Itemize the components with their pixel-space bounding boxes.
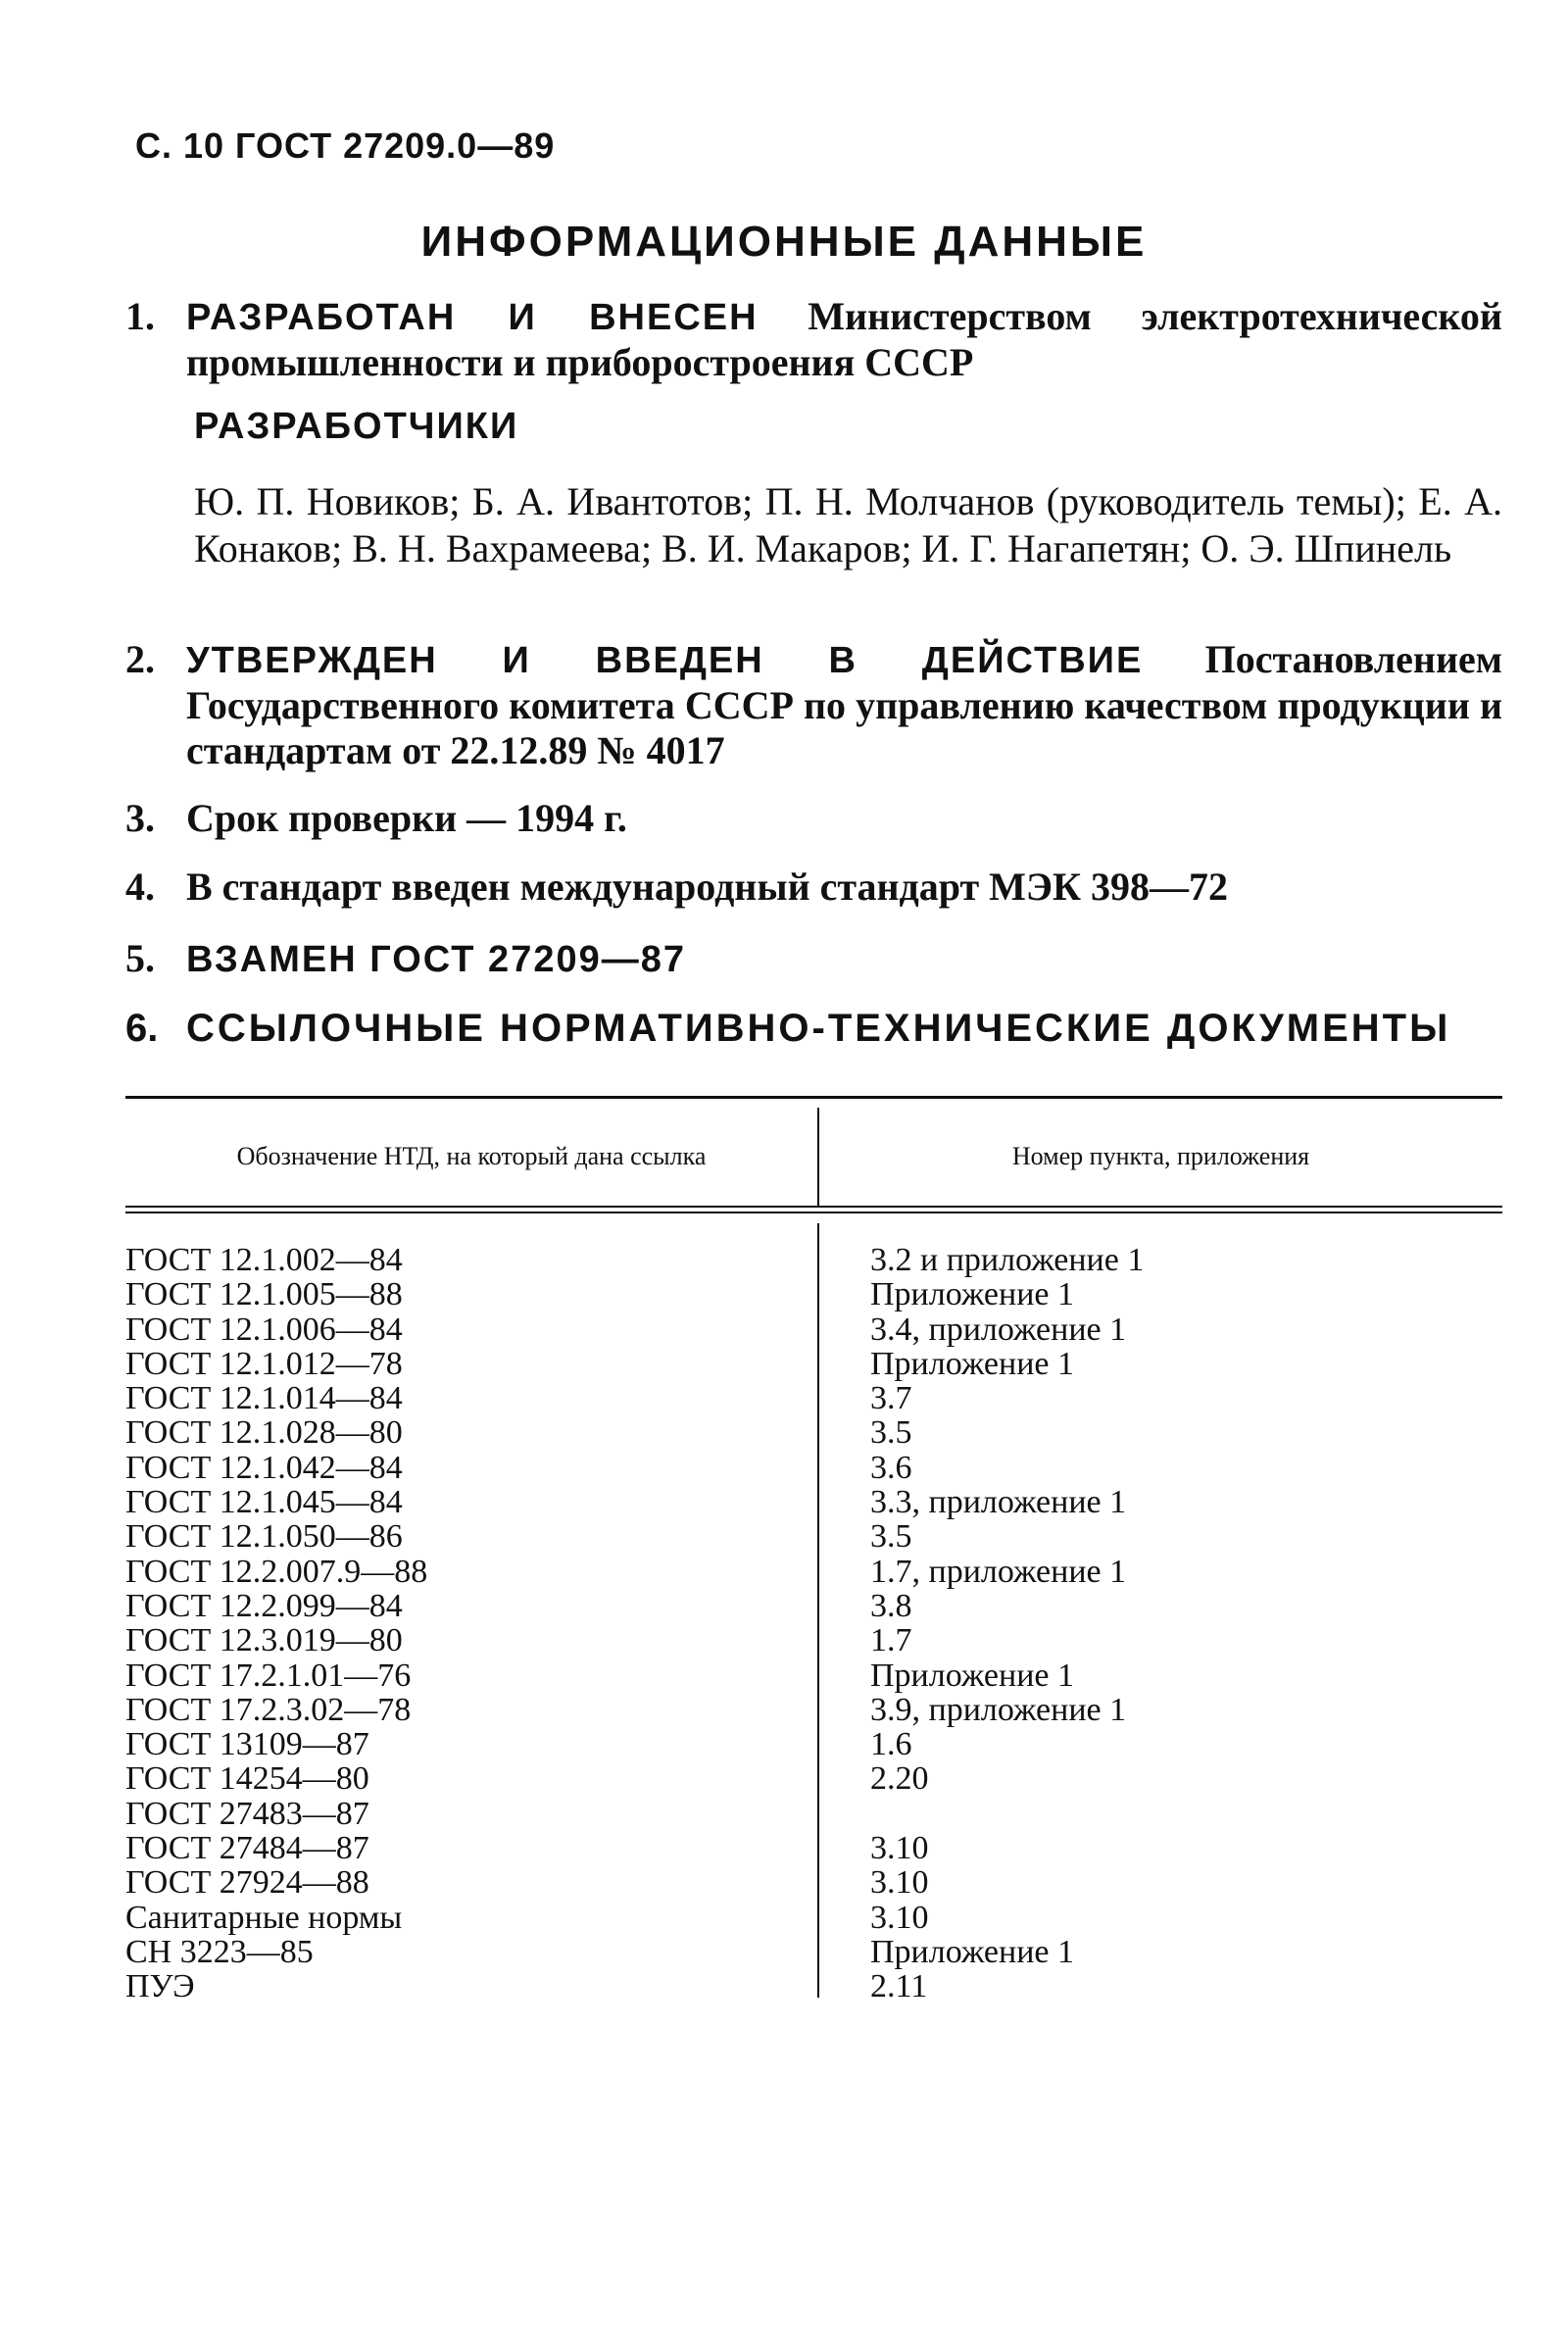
table-cell-clause: Приложение 1 [870, 1345, 1074, 1382]
table-cell-designation: СН 3223—85 [125, 1933, 314, 1970]
item-text: Срок проверки — 1994 г. [186, 796, 627, 840]
info-item-5 [125, 936, 1502, 985]
table-cell-clause: 3.10 [870, 1899, 929, 1936]
table-cell-designation: Санитарные нормы [125, 1899, 403, 1936]
item-text [186, 294, 1502, 385]
table-header-rule [125, 1206, 1502, 1208]
table-column-clause [870, 1243, 1497, 2004]
table-cell-designation: ГОСТ 13109—87 [125, 1726, 369, 1763]
table-cell-clause [870, 1797, 1497, 1831]
table-cell-designation: ГОСТ 27924—88 [125, 1864, 369, 1902]
item-number: 5. [125, 936, 155, 980]
item-text [186, 637, 1502, 773]
table-top-rule [125, 1096, 1502, 1099]
table-cell-designation: ГОСТ 17.2.3.02—78 [125, 1691, 412, 1728]
table-cell-designation: ГОСТ 12.1.002—84 [125, 1242, 403, 1278]
table-cell-clause: 3.10 [870, 1864, 929, 1902]
column-divider [817, 1223, 819, 1998]
table-cell-clause: 3.9, приложение 1 [870, 1691, 1127, 1728]
table-cell-clause: Приложение 1 [870, 1276, 1074, 1313]
table-cell-clause: 1.7 [870, 1622, 912, 1659]
table-cell-clause: 2.20 [870, 1760, 929, 1798]
item-text [186, 936, 1502, 982]
info-item-4 [125, 865, 1502, 914]
item-number: 4. [125, 865, 155, 909]
table-cell-clause: 1.6 [870, 1726, 912, 1763]
item-caps: ССЫЛОЧНЫЕ НОРМАТИВНО-ТЕХНИЧЕСКИЕ ДОКУМЕНТЫ [186, 1007, 1451, 1050]
table-cell-clause: Приложение 1 [870, 1933, 1074, 1970]
table-cell-clause: 3.5 [870, 1518, 912, 1556]
table-cell-designation: ГОСТ 12.2.007.9—88 [125, 1553, 428, 1590]
info-item-1 [125, 294, 1502, 392]
table-cell-designation: ГОСТ 12.1.028—80 [125, 1414, 403, 1452]
info-item-2 [125, 637, 1502, 784]
table-header-rule [125, 1212, 1502, 1213]
table-cell-clause: 3.4, приложение 1 [870, 1311, 1127, 1348]
table-cell-designation: ГОСТ 12.1.045—84 [125, 1484, 403, 1521]
table-cell-designation: ГОСТ 12.2.099—84 [125, 1587, 403, 1624]
item-number: 2. [125, 637, 155, 681]
table-cell-clause: 3.3, приложение 1 [870, 1484, 1127, 1521]
table-cell-designation: ГОСТ 12.1.014—84 [125, 1380, 403, 1417]
table-cell-designation: ГОСТ 12.1.042—84 [125, 1449, 403, 1486]
table-cell-clause: 3.6 [870, 1449, 912, 1486]
table-header-designation: Обозначение НТД, на который дана ссылка [236, 1142, 707, 1170]
table-cell-clause: 3.8 [870, 1587, 912, 1624]
table-cell-designation: ГОСТ 12.1.050—86 [125, 1518, 403, 1556]
info-item-3 [125, 796, 1502, 845]
table-cell-designation: ПУЭ [125, 1968, 195, 2005]
table-cell-designation: ГОСТ 27484—87 [125, 1830, 369, 1867]
item-body: Постановлением Государственного комитета СССР по управлению качеством продукции и стандартам от 22.12.89 № 4017 [186, 637, 1502, 772]
table-column-designation [125, 1243, 802, 2004]
table-cell-clause: 3.10 [870, 1830, 929, 1867]
item-text: В стандарт введен международный стандарт МЭК 398—72 [186, 865, 1229, 909]
item-caps: УТВЕРЖДЕН И ВВЕДЕН В ДЕЙСТВИЕ [186, 640, 1144, 681]
table-cell-designation: ГОСТ 12.3.019—80 [125, 1622, 403, 1659]
table-cell-clause: 3.5 [870, 1414, 912, 1452]
table-cell-designation: ГОСТ 27483—87 [125, 1795, 369, 1832]
item-number: 6. [125, 1007, 159, 1050]
table-cell-designation: ГОСТ 12.1.005—88 [125, 1276, 403, 1313]
item-caps: РАЗРАБОТАН И ВНЕСЕН [186, 297, 759, 338]
table-cell-designation: ГОСТ 12.1.006—84 [125, 1311, 403, 1348]
reference-table [125, 1096, 1502, 2076]
table-cell-clause: 1.7, приложение 1 [870, 1553, 1127, 1590]
item-number: 3. [125, 796, 155, 840]
table-header-clause: Номер пункта, приложения [1011, 1142, 1310, 1170]
item-caps: ВЗАМЕН ГОСТ 27209—87 [186, 939, 686, 980]
table-cell-clause: 2.11 [870, 1968, 928, 2005]
table-cell-designation: ГОСТ 17.2.1.01—76 [125, 1657, 412, 1694]
main-title: ИНФОРМАЦИОННЫЕ ДАННЫЕ [420, 218, 1148, 266]
table-cell-designation: ГОСТ 14254—80 [125, 1760, 369, 1798]
developers-names: Ю. П. Новиков; Б. А. Ивантотов; П. Н. Молчанов (руководитель темы); Е. А. Конаков; В. Н. Вахрамеева; В. И. Макаров; И. Г. Нагапетян; О. Э. Шпинель [194, 479, 1502, 570]
running-head: С. 10 ГОСТ 27209.0—89 [135, 125, 556, 166]
developers-heading: РАЗРАБОТЧИКИ [194, 406, 519, 447]
item-body: Министерством электротехнической промышленности и приборостроения СССР [186, 294, 1502, 384]
table-cell-clause: 3.7 [870, 1380, 912, 1417]
item-number: 1. [125, 294, 155, 338]
table-cell-designation: ГОСТ 12.1.012—78 [125, 1345, 403, 1382]
table-cell-clause: 3.2 и приложение 1 [870, 1242, 1145, 1278]
table-cell-clause: Приложение 1 [870, 1657, 1074, 1694]
